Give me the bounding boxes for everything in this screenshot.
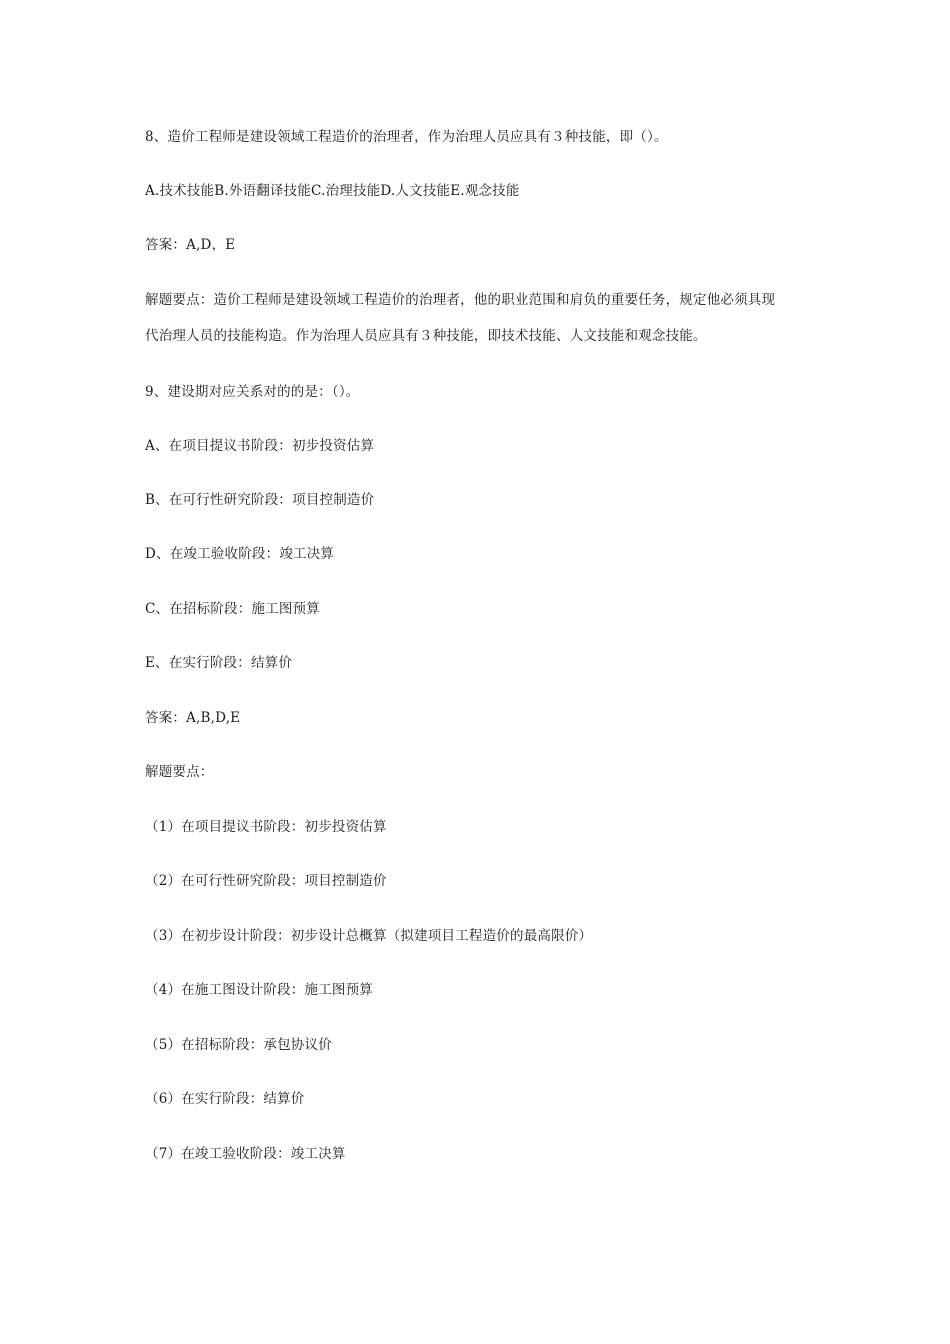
q8-explanation-line-2: 代治理人员的技能构造。作为治理人员应具有３种技能，即技术技能、人文技能和观念技能。 (145, 328, 707, 344)
q8-explanation-line-1: 解题要点：造价工程师是建设领域工程造价的治理者，他的职业范围和肩负的重要任务，规定他必须具现 (145, 292, 776, 308)
q8-options: A.技术技能B.外语翻译技能C.治理技能D.人文技能E.观念技能 (145, 183, 520, 199)
q9-question: 9、建设期对应关系对的的是：（）。 (145, 384, 360, 400)
q9-explanation-item-3: （3）在初步设计阶段：初步设计总概算（拟建项目工程造价的最高限价） (145, 928, 593, 944)
q9-explanation-item-4: （4）在施工图设计阶段：施工图预算 (145, 982, 373, 998)
q9-explanation-item-1: （1）在项目提议书阶段：初步投资估算 (145, 819, 387, 835)
q9-option-a: A、在项目提议书阶段：初步投资估算 (145, 438, 375, 454)
q8-question: 8、造价工程师是建设领域工程造价的治理者，作为治理人员应具有３种技能，即（）。 (145, 129, 668, 145)
q9-explanation-item-5: （5）在招标阶段：承包协议价 (145, 1037, 332, 1053)
q9-option-d: D、在竣工验收阶段：竣工决算 (145, 546, 335, 562)
q9-option-b: B、在可行性研究阶段：项目控制造价 (145, 492, 375, 508)
q9-explanation-item-2: （2）在可行性研究阶段：项目控制造价 (145, 873, 387, 889)
q9-answer: 答案：A,B,D,E (145, 710, 241, 726)
q9-option-c: C、在招标阶段：施工图预算 (145, 601, 320, 617)
q9-option-e: E、在实行阶段：结算价 (145, 655, 293, 671)
q9-explanation-item-6: （6）在实行阶段：结算价 (145, 1091, 305, 1107)
q9-explanation-item-7: （7）在竣工验收阶段：竣工决算 (145, 1146, 346, 1162)
q9-explanation-title: 解题要点： (145, 764, 214, 780)
q8-answer: 答案：A,D，E (145, 237, 236, 253)
